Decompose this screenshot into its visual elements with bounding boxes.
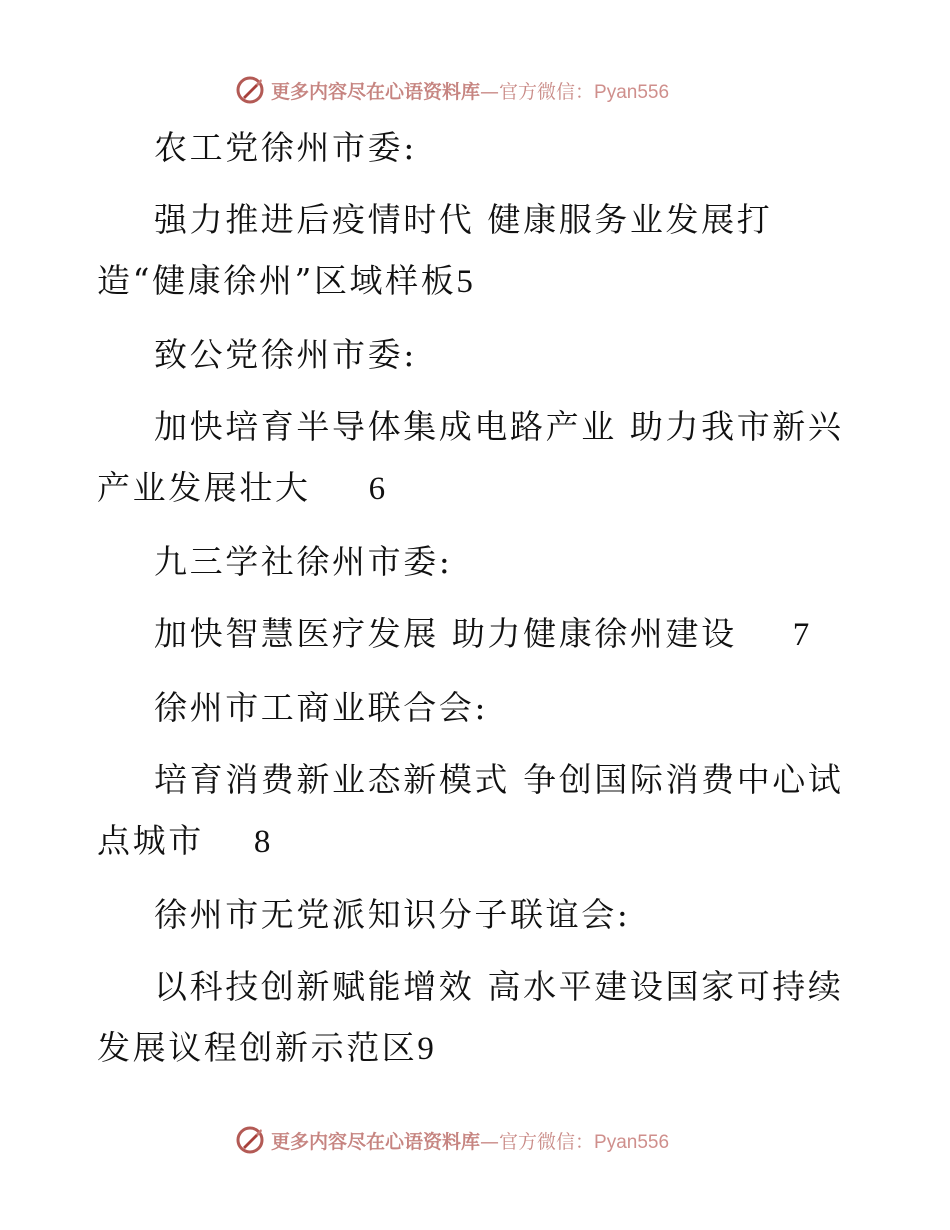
toc-entry-title	[97, 189, 855, 313]
toc-entry-title-text: 以科技创新赋能增效 高水平建设国家可持续发展议程创新示范区	[97, 967, 844, 1067]
toc-entry-title	[97, 749, 855, 873]
toc-entry-title	[97, 396, 855, 520]
toc-org: 九三学社徐州市委:	[154, 542, 453, 581]
toc-page-number: 7	[792, 617, 810, 653]
toc-page-number: 5	[456, 264, 473, 300]
toc-page-number: 8	[253, 824, 271, 860]
toc-page-number: 6	[368, 471, 386, 507]
watermark-wechat-label: 官方微信：	[499, 1130, 595, 1153]
header-watermark	[235, 73, 669, 107]
watermark-wechat-id: Pyan556	[594, 81, 670, 103]
quill-circle-logo-icon	[235, 1125, 265, 1155]
toc-page-number: 9	[417, 1031, 434, 1067]
watermark-dash: —	[480, 1130, 500, 1153]
toc-entry-title-text: 加快培育半导体集成电路产业 助力我市新兴产业发展壮大	[97, 407, 844, 507]
footer-watermark	[235, 1123, 669, 1157]
watermark-main-text: 更多内容尽在心语资料库	[271, 80, 481, 103]
toc-entry-title	[97, 956, 855, 1080]
toc-entry-title-text: 加快智慧医疗发展 助力健康徐州建设	[154, 614, 737, 653]
toc-org: 农工党徐州市委:	[154, 128, 417, 167]
toc-entry-title-text: 培育消费新业态新模式 争创国际消费中心试点城市	[97, 760, 844, 860]
watermark-wechat-label: 官方微信：	[499, 80, 595, 103]
toc-entry-title-text: 强力推进后疫情时代 健康服务业发展打造“健康徐州”区域样板	[97, 200, 773, 300]
watermark-dash: —	[480, 80, 500, 103]
toc-content	[97, 117, 855, 1091]
quill-circle-logo-icon	[235, 75, 265, 105]
toc-org: 致公党徐州市委:	[154, 335, 417, 374]
toc-org: 徐州市无党派知识分子联谊会:	[154, 895, 631, 934]
toc-org: 徐州市工商业联合会:	[154, 688, 489, 727]
watermark-main-text: 更多内容尽在心语资料库	[271, 1130, 481, 1153]
toc-entry-title	[97, 603, 855, 666]
watermark-wechat-id: Pyan556	[594, 1131, 670, 1153]
